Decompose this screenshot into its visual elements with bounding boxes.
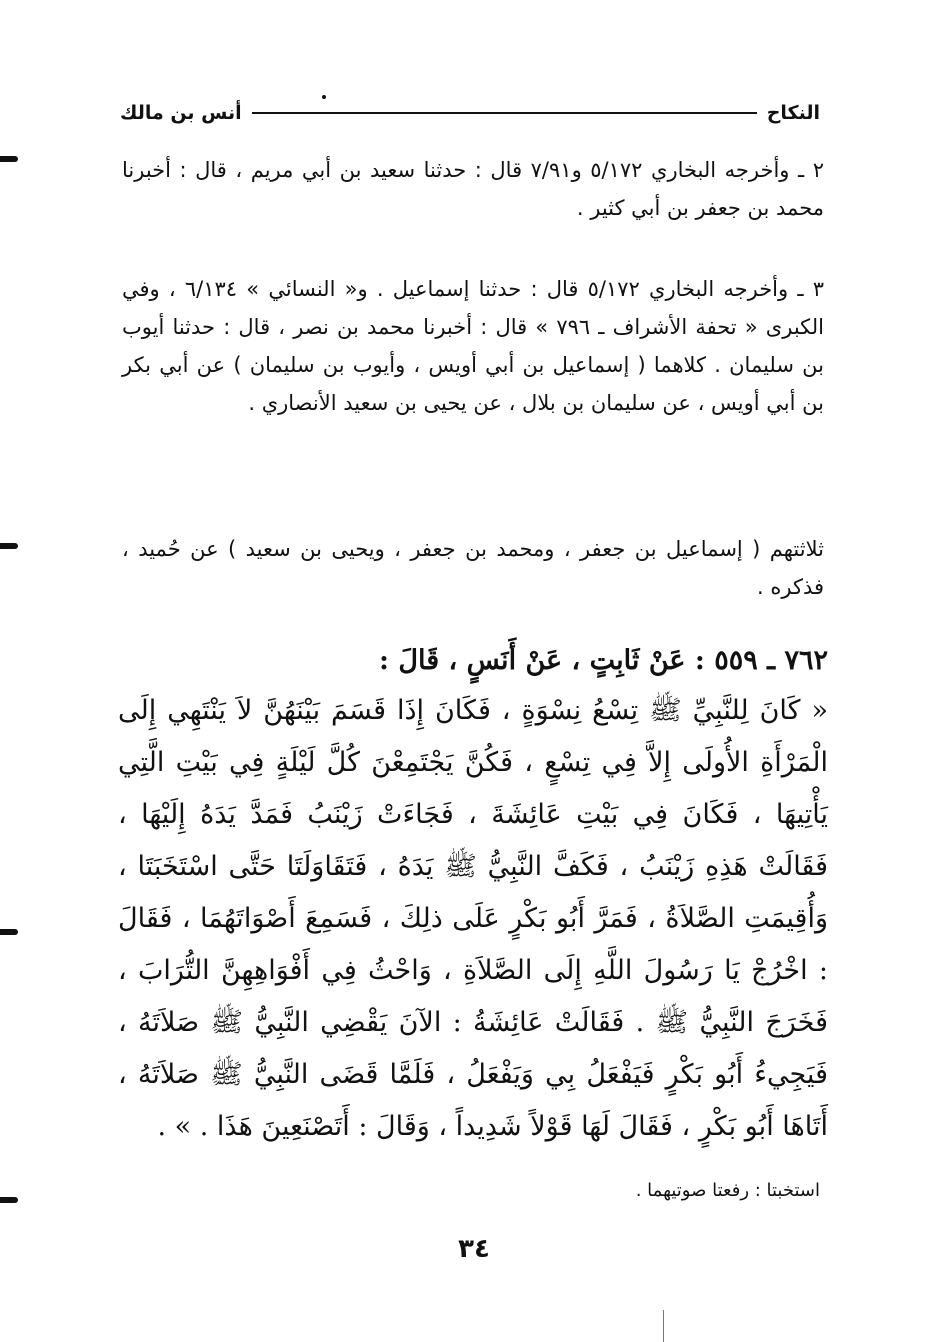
scan-edge-mark: [0, 543, 18, 549]
reference-2-text: ٢ ـ وأخرجه البخاري ٥/١٧٢ و٧/٩١ قال : حدثنا سعيد بن أبي مريم ، قال : أخبرنا محمد بن جعفر بن أبي كثير .: [122, 158, 824, 220]
hadith-text: « كَانَ لِلنَّبِيِّ ﷺ تِسْعُ نِسْوَةٍ ، فَكَانَ إِذَا قَسَمَ بَيْنَهُنَّ لاَ يَنْتَهِي إِلَى الْمَرْأَةِ الأُولَى إِلاَّ فِي تِسْعٍ ، فَكُنَّ يَجْتَمِعْنَ كُلَّ لَيْلَةٍ فِي بَيْتِ الَّتِي يَأْتِيهَا ، فَكَانَ فِي بَيْتِ عَائِشَةَ ، فَجَاءَتْ زَيْنَبُ فَمَدَّ يَدَهُ إِلَيْهَا ، فَقَالَتْ هَذِهِ زَيْنَبُ ، فَكَفَّ النَّبِيُّ ﷺ يَدَهُ ، فَتَقَاوَلَتَا حَتَّى اسْتَخَبَتَا ، وَأُقِيمَتِ الصَّلاَةُ ، فَمَرَّ أَبُو بَكْرٍ عَلَى ذلِكَ ، فَسَمِعَ أَصْوَاتَهُمَا ، فَقَالَ : اخْرُجْ يَا رَسُولَ اللَّهِ إِلَى الصَّلاَةِ ، وَاحْثُ فِي أَفْوَاهِهِنَّ التُّرَابَ ، فَخَرَجَ النَّبِيُّ ﷺ . فَقَالَتْ عَائِشَةُ : الآنَ يَقْضِي النَّبِيُّ ﷺ صَلاَتَهُ ، فَيَجِيءُ أَبُو بَكْرٍ فَيَفْعَلُ بِي وَيَفْعَلُ ، فَلَمَّا قَضَى النَّبِيُّ ﷺ صَلاَتَهُ ، أَتَاهَا أَبُو بَكْرٍ ، فَقَالَ لَهَا قَوْلاً شَدِيداً ، وَقَالَ : أَتَصْنَعِينَ هَذَا . » .: [118, 695, 828, 1142]
reference-2: [122, 151, 824, 227]
combined-chain: [122, 530, 824, 606]
page-number: ٣٤: [458, 1234, 490, 1264]
running-header: [120, 98, 820, 128]
scan-edge-mark: [0, 156, 18, 162]
reference-3-text: ٣ ـ وأخرجه البخاري ٥/١٧٢ قال : حدثنا إسماعيل . و« النسائي » ٦/١٣٤ ، وفي الكبرى « تحفة الأشراف ـ ٧٩٦ » قال : أخبرنا محمد بن نصر ، قال : حدثنا أيوب بن سليمان . كلاهما ( إسماعيل بن أبي أويس ، وأيوب بن سليمان ) عن أبي بكر بن أبي أويس ، عن سليمان بن بلال ، عن يحيى بن سعيد الأنصاري .: [122, 277, 824, 415]
book-title: أنس بن مالك: [120, 102, 242, 124]
combined-chain-text: ثلاثتهم ( إسماعيل بن جعفر ، ومحمد بن جعفر ، ويحيى بن سعيد ) عن حُميد ، فذكره .: [122, 537, 824, 599]
scan-edge-line: [663, 1310, 664, 1342]
scan-edge-mark: [0, 929, 18, 935]
footnote: استخبتا : رفعتا صوتيهما .: [635, 1180, 820, 1201]
scan-edge-mark: [0, 1197, 18, 1203]
reference-3: [122, 270, 824, 422]
header-rule: [252, 112, 757, 114]
chapter-title: النكاح: [766, 102, 820, 124]
hadith-heading: ٧٦٢ ـ ٥٥٩ : عَنْ ثَابِتٍ ، عَنْ أَنَسٍ ، قَالَ :: [379, 645, 828, 676]
